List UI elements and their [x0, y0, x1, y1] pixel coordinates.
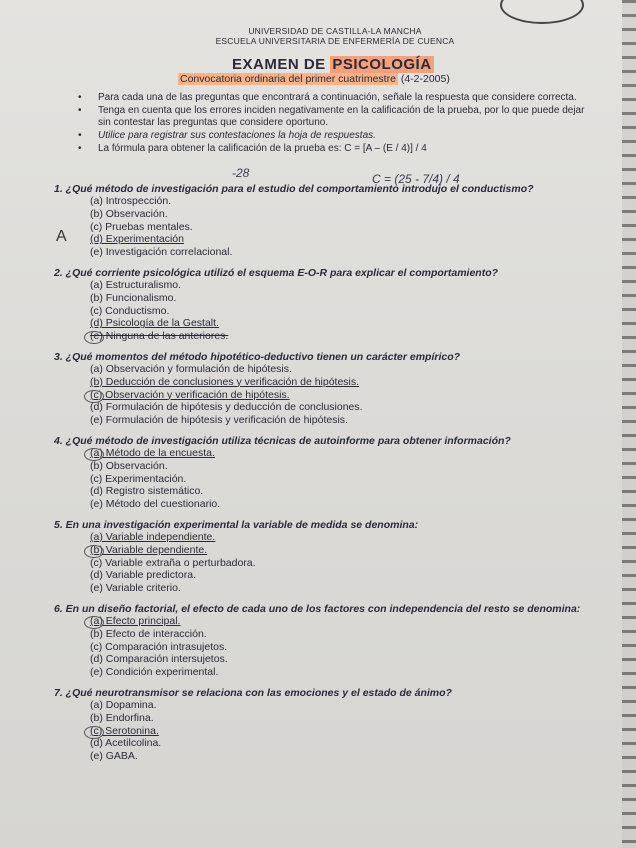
option-e: (e) Investigación correlacional.	[90, 246, 233, 259]
option-b: (b) Funcionalismo.	[90, 291, 177, 304]
question-text: 2. ¿Qué corriente psicológica utilizó el esquema E-O-R para explicar el comportamiento?	[54, 266, 499, 279]
institution-header	[190, 26, 480, 46]
instruction-item: • La fórmula para obtener la calificación de la prueba es: C = [A – (E / 4)] / 4	[78, 143, 598, 155]
option-b: (b) Observación.	[90, 459, 168, 472]
option-b: (b) Variable dependiente.	[90, 544, 620, 557]
option-d: (d) Acetilcolina.	[90, 737, 162, 750]
question-text: 4. ¿Qué método de investigación utiliza técnicas de autoinforme para obtener información?	[54, 434, 511, 447]
spiral-binding	[622, 0, 636, 848]
instruction-item: • Tenga en cuenta que los errores inciden negativamente en la calificación de la prueba, por lo que puede dejar sin contestar las preguntas que considere oportuno.	[78, 105, 598, 129]
option-e: (e) GABA.	[90, 750, 138, 763]
exam-title-subject: PSICOLOGÍA	[332, 56, 432, 73]
option-b: (b) Efecto de interacción.	[90, 627, 207, 640]
option-a: (a) Introspección.	[90, 195, 172, 207]
exam-title	[232, 56, 434, 73]
option-b: (b) Observación.	[90, 207, 168, 220]
option-d: (d) Variable predictora.	[90, 569, 197, 582]
option-a: (a) Observación y formulación de hipótesis.	[90, 362, 292, 375]
instruction-item: • Utilice para registrar sus contestaciones la hoja de respuestas.	[78, 130, 598, 142]
handwritten-formula: C = (25 - 7/4) / 4	[372, 172, 460, 186]
option-c: (c) Experimentación.	[90, 472, 187, 485]
question-7	[40, 687, 620, 763]
handwritten-note: -28	[232, 166, 250, 180]
question-2	[40, 267, 620, 343]
option-c: (c) Comparación intrasujetos.	[90, 640, 228, 653]
option-e: (e) Método del cuestionario.	[90, 498, 221, 511]
question-text: 6. En un diseño factorial, el efecto de cada uno de los factores con independencia del resto se denomina:	[54, 602, 581, 615]
options-list	[90, 615, 620, 679]
handwritten-margin-mark: A	[56, 228, 67, 245]
option-e: (e) Ninguna de las anteriores.	[90, 330, 620, 343]
option-a: (a) Método de la encuesta.	[90, 447, 620, 460]
exam-title-prefix: EXAMEN DE	[232, 56, 331, 73]
question-5	[40, 519, 620, 595]
question-4	[40, 435, 620, 511]
exam-session: Convocatoria ordinaria del primer cuatrimestre	[180, 73, 396, 85]
option-c: (c) Conductismo.	[90, 304, 170, 317]
exam-subtitle	[178, 73, 450, 85]
option-d: (d) Registro sistemático.	[90, 485, 204, 498]
options-list	[90, 363, 620, 427]
option-c: (c) Pruebas mentales.	[90, 220, 193, 233]
question-text: 1. ¿Qué método de investigación para el estudio del comportamiento introdujo el conductismo?	[54, 183, 534, 195]
option-e: (e) Variable criterio.	[90, 582, 181, 595]
option-b: (b) Endorfina.	[90, 711, 154, 724]
option-e: (e) Formulación de hipótesis y verificación de hipótesis.	[90, 414, 348, 427]
option-c: (c) Observación y verificación de hipótesis.	[90, 389, 620, 402]
options-list	[90, 195, 620, 259]
option-a: (a) Dopamina.	[90, 698, 157, 711]
questions-list	[40, 183, 620, 771]
option-a: (a) Estructuralismo.	[90, 278, 182, 291]
question-6	[40, 603, 620, 679]
option-c: (c) Serotonina.	[90, 725, 620, 738]
exam-date: (4-2-2005)	[397, 73, 450, 85]
option-a: (a) Efecto principal.	[90, 615, 620, 628]
question-3	[40, 351, 620, 427]
question-text: 5. En una investigación experimental la variable de medida se denomina:	[54, 518, 419, 531]
option-d: (d) Psicología de la Gestalt.	[90, 317, 219, 330]
option-d: (d) Experimentación	[90, 233, 184, 246]
options-list	[90, 699, 620, 763]
question-text: 7. ¿Qué neurotransmisor se relaciona con las emociones y el estado de ánimo?	[54, 686, 452, 699]
option-c: (c) Variable extraña o perturbadora.	[90, 556, 256, 569]
university-name: UNIVERSIDAD DE CASTILLA-LA MANCHA	[248, 26, 422, 36]
options-list	[90, 531, 620, 595]
option-d: (d) Comparación intersujetos.	[90, 653, 228, 666]
option-d: (d) Formulación de hipótesis y deducción de conclusiones.	[90, 401, 363, 414]
option-e: (e) Condición experimental.	[90, 666, 219, 679]
instruction-item: • Para cada una de las preguntas que encontrará a continuación, señale la respuesta que considere correcta.	[78, 92, 598, 104]
option-a: (a) Variable independiente.	[90, 530, 216, 543]
question-text: 3. ¿Qué momentos del método hipotético-deductivo tienen un carácter empírico?	[54, 350, 461, 363]
options-list	[90, 447, 620, 511]
options-list	[90, 279, 620, 343]
question-1	[40, 183, 620, 259]
option-b: (b) Deducción de conclusiones y verificación de hipótesis.	[90, 375, 360, 388]
school-name: ESCUELA UNIVERSITARIA DE ENFERMERÍA DE CUENCA	[215, 36, 455, 46]
instructions-list	[78, 92, 598, 156]
